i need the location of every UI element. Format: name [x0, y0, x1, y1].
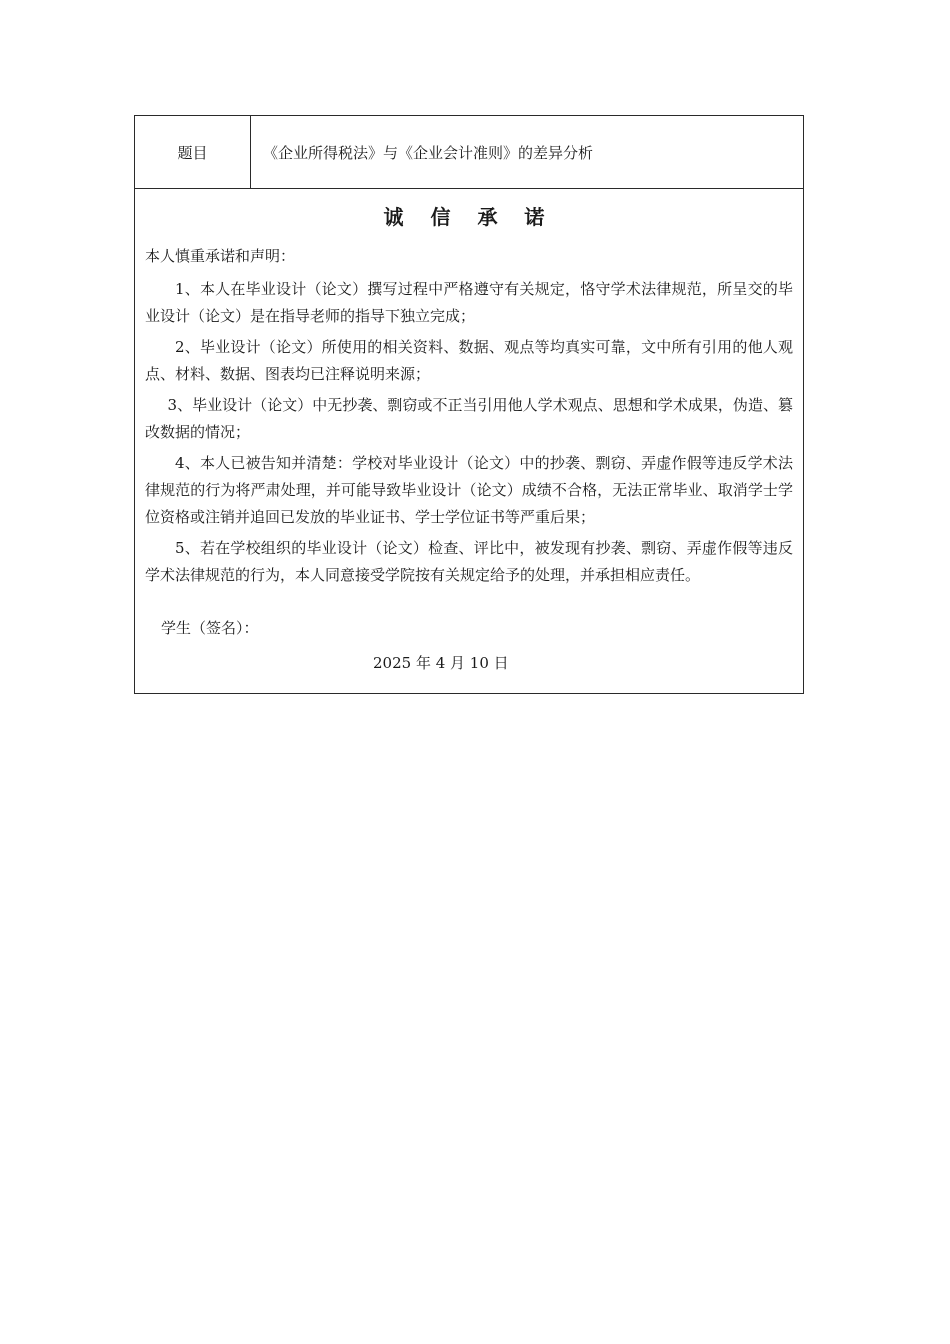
pledge-intro: 本人慎重承诺和声明：: [145, 247, 296, 265]
signature-label: 学生（签名）：: [161, 619, 259, 637]
pledge-date: 2025 年 4 月 10 日: [373, 654, 509, 672]
pledge-clause-3: 3、毕业设计（论文）中无抄袭、剽窃或不正当引用他人学术观点、思想和学术成果，伪造、篡改数据的情况；: [145, 396, 793, 441]
pledge-clause-4: 4、本人已被告知并清楚：学校对毕业设计（论文）中的抄袭、剽窃、弄虚作假等违反学术法律规范的行为将严肃处理，并可能导致毕业设计（论文）成绩不合格，无法正常毕业、取消学士学位资格或注销并追回已发放的毕业证书、学士学位证书等严重后果；: [145, 454, 793, 526]
pledge-heading: 诚 信 承 诺: [383, 205, 555, 229]
pledge-section: [135, 189, 803, 693]
title-label: 题目: [135, 116, 251, 188]
integrity-pledge-form: [134, 115, 804, 694]
pledge-clause-1: 1、本人在毕业设计（论文）撰写过程中严格遵守有关规定，恪守学术法律规范，所呈交的毕业设计（论文）是在指导老师的指导下独立完成；: [145, 280, 793, 325]
pledge-clause-2: 2、毕业设计（论文）所使用的相关资料、数据、观点等均真实可靠，文中所有引用的他人观点、材料、数据、图表均已注释说明来源；: [145, 338, 793, 383]
title-row: [135, 116, 803, 189]
pledge-clause-5: 5、若在学校组织的毕业设计（论文）检查、评比中，被发现有抄袭、剽窃、弄虚作假等违反学术法律规范的行为，本人同意接受学院按有关规定给予的处理，并承担相应责任。: [145, 539, 793, 584]
thesis-title: 《企业所得税法》与《企业会计准则》的差异分析: [263, 143, 594, 162]
